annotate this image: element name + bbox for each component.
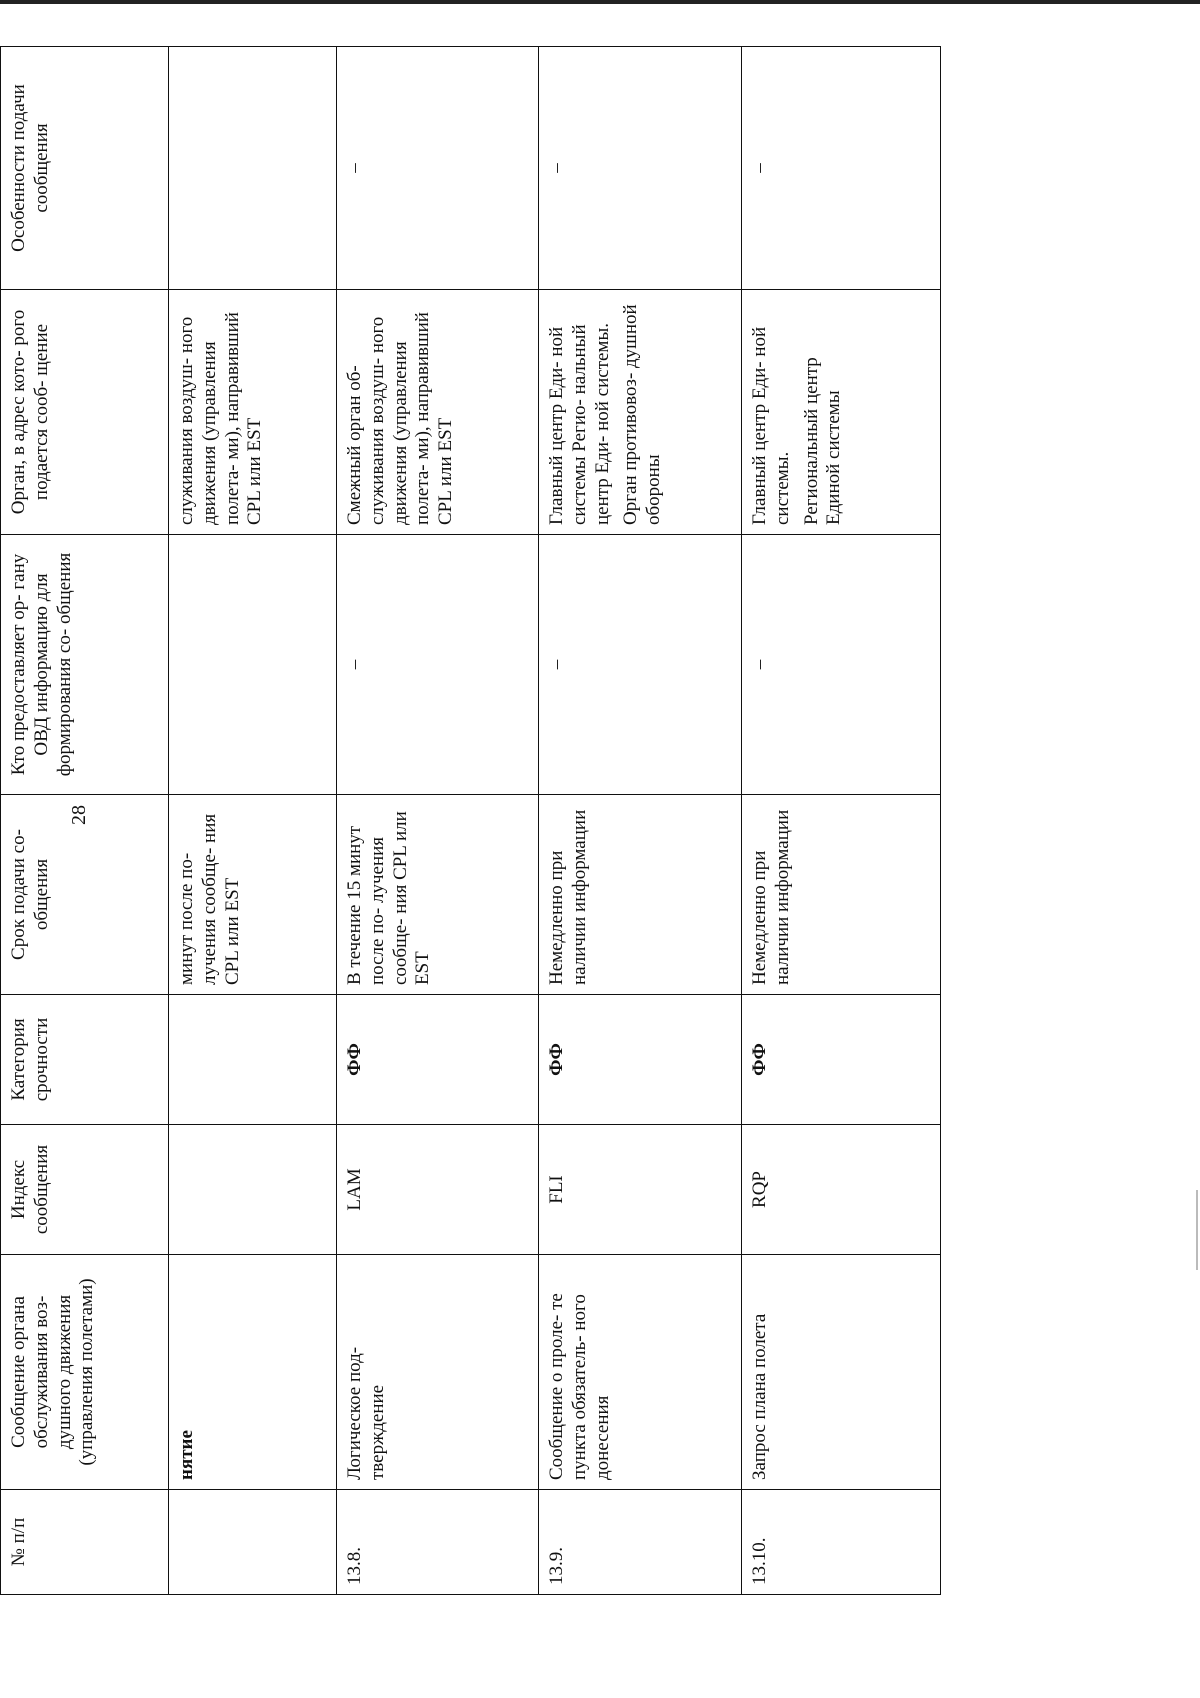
cell-category (169, 995, 337, 1125)
cell-category: ФФ (539, 995, 742, 1125)
cell-message: Запрос плана полета (742, 1255, 941, 1490)
cell-category: ФФ (337, 995, 539, 1125)
header-features: Особенности подачи сообщения (1, 47, 169, 290)
cell-index: LAM (337, 1125, 539, 1255)
cell-organ (169, 290, 337, 535)
cell-index: RQP (742, 1125, 941, 1255)
cell-num: 13.9. (539, 1490, 742, 1595)
table-row (337, 47, 539, 1595)
header-message: Сообщение органа обслуживания воз- душного движения (управления полетами) (1, 1255, 169, 1490)
cell-num (169, 1490, 337, 1595)
organ-line: Главный центр Еди- ной системы. (749, 326, 793, 525)
cell-features: – (539, 47, 742, 290)
scan-border-top (0, 0, 1200, 4)
organ-line: Главный центр Еди- ной системы Регио- нальный центр Еди- ной системы. (546, 323, 613, 525)
table-row (539, 47, 742, 1595)
organ-line: Смежный орган об- служивания воздуш- ного движения (управления полета- ми), направивший CPL или EST (344, 312, 457, 525)
cell-who (169, 535, 337, 795)
cell-term: Немедленно при наличии информации (742, 795, 941, 995)
scan-edge-mark (1196, 1190, 1198, 1270)
cell-organ (539, 290, 742, 535)
cell-who: – (539, 535, 742, 795)
page-number: 28 (68, 805, 90, 825)
header-who: Кто предоставляет ор- гану ОВД информацию для формирования со- общения (1, 535, 169, 795)
cell-term: минут после по- лучения сообще- ния CPL или EST (169, 795, 337, 995)
table-row (742, 47, 941, 1595)
table-header-row (1, 47, 169, 1595)
cell-features: – (742, 47, 941, 290)
cell-index: FLI (539, 1125, 742, 1255)
header-term: Срок подачи со- общения (1, 795, 169, 995)
cell-features (169, 47, 337, 290)
cell-index (169, 1125, 337, 1255)
cell-message: нятие (169, 1255, 337, 1490)
cell-who: – (337, 535, 539, 795)
header-index: Индекс сообщения (1, 1125, 169, 1255)
cell-organ (742, 290, 941, 535)
cell-who: – (742, 535, 941, 795)
organ-line: служивания воздуш- ного движения (управления полета- ми), направивший CPL или EST (176, 312, 266, 525)
header-category: Категория срочности (1, 995, 169, 1125)
cell-term: В течение 15 минут после по- лучения сообще- ния CPL или EST (337, 795, 539, 995)
cell-message: Логическое под- тверждение (337, 1255, 539, 1490)
rotated-table-container (0, 47, 940, 1595)
message-table (0, 46, 941, 1595)
cell-message: Сообщение о проле- те пункта обязатель- ного донесения (539, 1255, 742, 1490)
organ-line: Региональный центр Единой системы (800, 357, 845, 525)
cell-features: – (337, 47, 539, 290)
cell-num: 13.10. (742, 1490, 941, 1595)
organ-line: Орган противовоз- душной обороны (620, 304, 665, 525)
table-row-continuation (169, 47, 337, 1595)
cell-organ (337, 290, 539, 535)
cell-num: 13.8. (337, 1490, 539, 1595)
cell-term: Немедленно при наличии информации (539, 795, 742, 995)
cell-category: ФФ (742, 995, 941, 1125)
header-organ: Орган, в адрес кото- рого подается сооб- щение (1, 290, 169, 535)
header-num: № п/п (1, 1490, 169, 1595)
